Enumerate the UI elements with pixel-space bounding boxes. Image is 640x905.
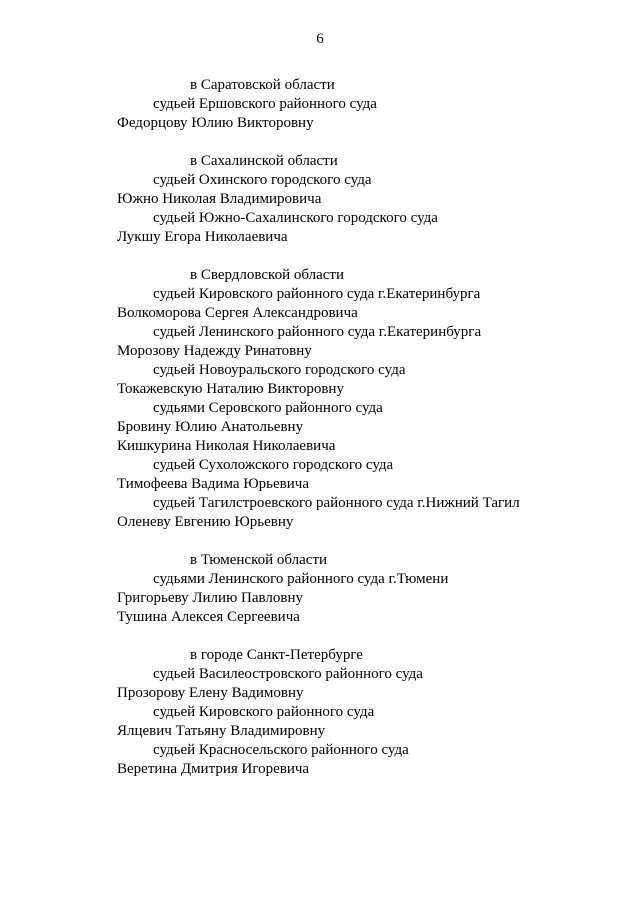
page-number: 6 <box>316 31 324 47</box>
court-position: судьями Ленинского районного суда г.Тюмени <box>153 571 449 587</box>
judge-name: Лукшу Егора Николаевича <box>117 229 288 245</box>
judge-name: Тушина Алексея Сергеевича <box>117 609 300 625</box>
region-heading: в Свердловской области <box>190 267 345 283</box>
judge-name: Южно Николая Владимировича <box>117 191 322 207</box>
appointment-section <box>117 646 617 779</box>
judge-name: Федорцову Юлию Викторовну <box>117 115 314 131</box>
court-position: судьей Василеостровского районного суда <box>153 666 423 682</box>
region-heading: в Тюменской области <box>190 552 328 568</box>
appointment-section <box>117 551 617 627</box>
judge-name: Бровину Юлию Анатольевну <box>117 419 304 435</box>
judge-name: Токажевскую Наталию Викторовну <box>117 381 344 397</box>
judge-name: Кишкурина Николая Николаевича <box>117 438 336 454</box>
court-position: судьей Охинского городского суда <box>153 172 372 188</box>
court-position: судьей Южно-Сахалинского городского суда <box>153 210 438 226</box>
court-position: судьей Ленинского районного суда г.Екатеринбурга <box>153 324 482 340</box>
court-position: судьей Красносельского районного суда <box>153 742 409 758</box>
court-position: судьей Тагилстроевского районного суда г.Нижний Тагил <box>153 495 520 511</box>
court-position: судьями Серовского районного суда <box>153 400 383 416</box>
appointment-section <box>117 76 617 133</box>
judge-name: Григорьеву Лилию Павловну <box>117 590 303 606</box>
judge-name: Прозорову Елену Вадимовну <box>117 685 304 701</box>
judge-name: Ялцевич Татьяну Владимировну <box>117 723 326 739</box>
appointment-section <box>117 152 617 247</box>
region-heading: в Саратовской области <box>190 77 335 93</box>
judge-name: Тимофеева Вадима Юрьевича <box>117 476 309 492</box>
region-heading: в Сахалинской области <box>190 153 338 169</box>
document-body <box>117 76 617 798</box>
court-position: судьей Сухоложского городского суда <box>153 457 394 473</box>
court-position: судьей Кировского районного суда г.Екатеринбурга <box>153 286 481 302</box>
court-position: судьей Кировского районного суда <box>153 704 375 720</box>
judge-name: Волкоморова Сергея Александровича <box>117 305 358 321</box>
judge-name: Веретина Дмитрия Игоревича <box>117 761 310 777</box>
appointment-section <box>117 266 617 532</box>
region-heading: в городе Санкт-Петербурге <box>190 647 363 663</box>
judge-name: Морозову Надежду Ринатовну <box>117 343 312 359</box>
court-position: судьей Новоуральского городского суда <box>153 362 406 378</box>
judge-name: Оленеву Евгению Юрьевну <box>117 514 294 530</box>
court-position: судьей Ершовского районного суда <box>153 96 377 112</box>
